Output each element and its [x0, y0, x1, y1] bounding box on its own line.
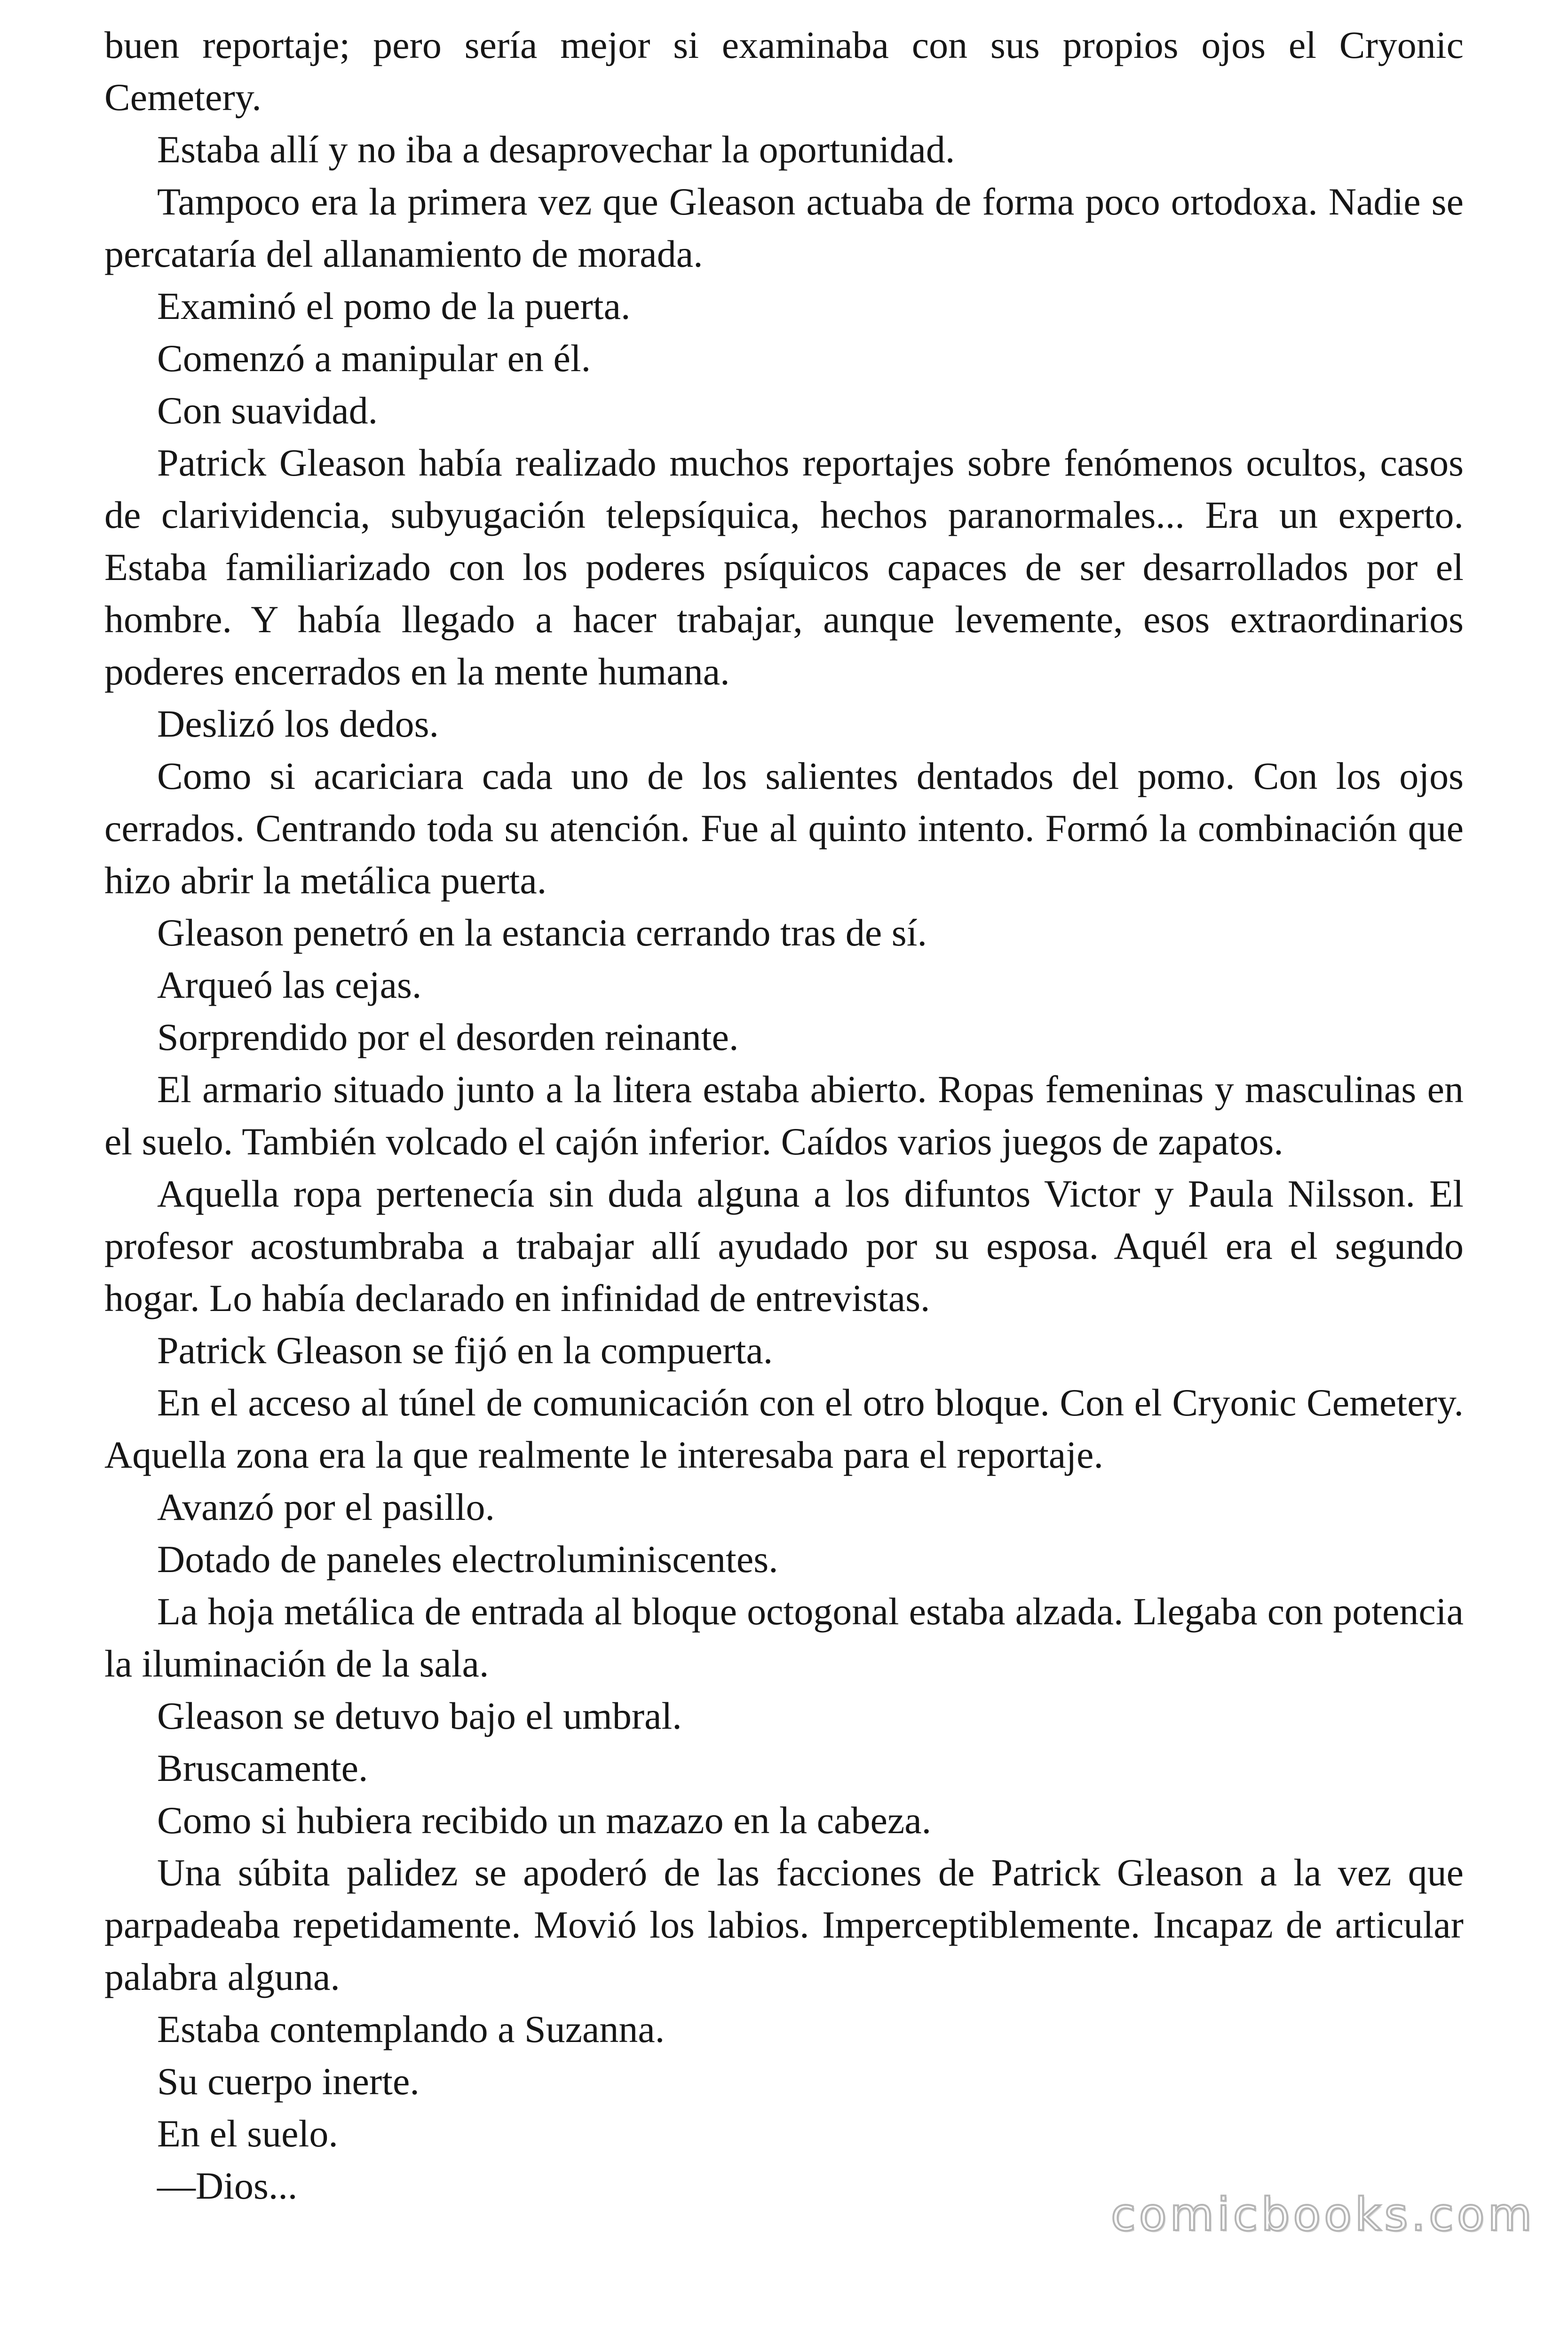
- paragraph: Comenzó a manipular en él.: [157, 337, 591, 380]
- paragraph: Aquella ropa pertenecía sin duda alguna a los difuntos Victor y Paula Nilsson. El profesor acostumbraba a trabajar allí ayudado por su esposa. Aquél era el segundo hogar. Lo había declarado en infinidad de entrevistas.: [104, 1172, 1464, 1319]
- paragraph: Estaba contemplando a Suzanna.: [157, 2008, 665, 2050]
- paragraph: El armario situado junto a la litera estaba abierto. Ropas femeninas y masculinas en el suelo. También volcado el cajón inferior. Caídos varios juegos de zapatos.: [104, 1068, 1464, 1163]
- watermark-text: comicbooks.com: [1110, 2188, 1535, 2241]
- paragraph: Deslizó los dedos.: [157, 702, 439, 745]
- paragraph: Patrick Gleason había realizado muchos reportajes sobre fenómenos ocultos, casos de clarividencia, subyugación telepsíquica, hechos paranormales... Era un experto. Estaba familiarizado con los poderes psíquicos capaces de ser desarrollados por el hombre. Y había llegado a hacer trabajar, aunque levemente, esos extraordinarios poderes encerrados en la mente humana.: [104, 441, 1464, 693]
- paragraph: Una súbita palidez se apoderó de las facciones de Patrick Gleason a la vez que parpadeaba repetidamente. Movió los labios. Imperceptiblemente. Incapaz de articular palabra alguna.: [104, 1851, 1464, 1998]
- paragraph: Su cuerpo inerte.: [157, 2060, 420, 2103]
- paragraph: En el acceso al túnel de comunicación con el otro bloque. Con el Cryonic Cemetery. Aquella zona era la que realmente le interesaba para el reportaje.: [104, 1381, 1464, 1476]
- paragraph: Gleason penetró en la estancia cerrando tras de sí.: [157, 911, 927, 954]
- page-text: [104, 19, 1464, 2212]
- paragraph: Sorprendido por el desorden reinante.: [157, 1016, 739, 1058]
- paragraph: Examinó el pomo de la puerta.: [157, 285, 631, 327]
- paragraph: Tampoco era la primera vez que Gleason actuaba de forma poco ortodoxa. Nadie se percataría del allanamiento de morada.: [104, 180, 1464, 275]
- paragraph-continued: buen reportaje; pero sería mejor si examinaba con sus propios ojos el Cryonic Cemetery.: [104, 24, 1464, 119]
- paragraph: Con suavidad.: [157, 389, 378, 432]
- paragraph: Gleason se detuvo bajo el umbral.: [157, 1694, 682, 1737]
- paragraph: —Dios...: [157, 2164, 298, 2207]
- paragraph: Como si hubiera recibido un mazazo en la cabeza.: [157, 1799, 932, 1842]
- paragraph: Arqueó las cejas.: [157, 963, 422, 1006]
- paragraph: En el suelo.: [157, 2112, 338, 2155]
- paragraph: Avanzó por el pasillo.: [157, 1486, 495, 1528]
- paragraph: La hoja metálica de entrada al bloque octogonal estaba alzada. Llegaba con potencia la iluminación de la sala.: [104, 1590, 1464, 1685]
- paragraph: Como si acariciara cada uno de los salientes dentados del pomo. Con los ojos cerrados. Centrando toda su atención. Fue al quinto intento. Formó la combinación que hizo abrir la metálica puerta.: [104, 755, 1464, 902]
- paragraph: Patrick Gleason se fijó en la compuerta.: [157, 1329, 773, 1372]
- paragraph: Dotado de paneles electroluminiscentes.: [157, 1538, 778, 1581]
- paragraph: Bruscamente.: [157, 1747, 368, 1789]
- paragraph: Estaba allí y no iba a desaprovechar la oportunidad.: [157, 128, 955, 171]
